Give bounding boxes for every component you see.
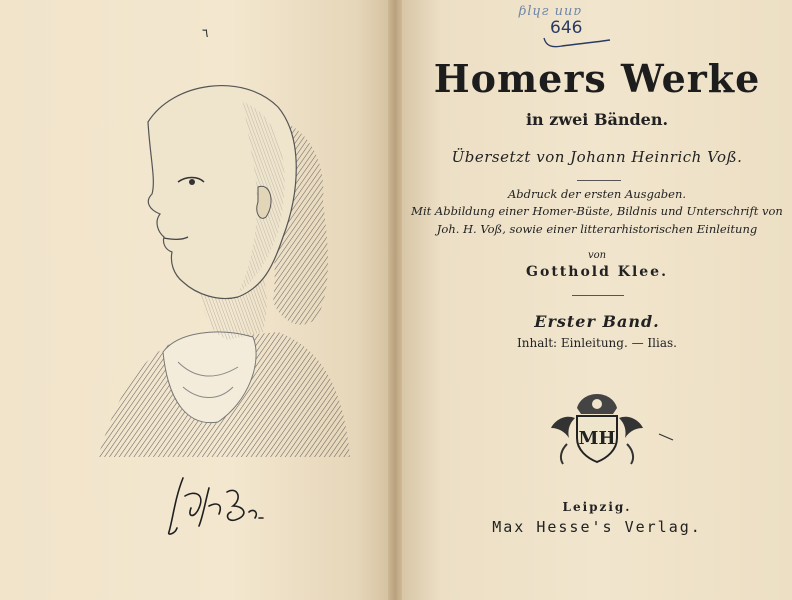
- publisher-name: Max Hesse's Verlag.: [492, 518, 702, 536]
- editor-name: Gotthold Klee.: [526, 264, 668, 280]
- publisher-emblem-icon: [547, 388, 647, 466]
- stray-mark: [658, 432, 674, 442]
- publisher-city: Leipzig.: [562, 500, 632, 514]
- von-label: von: [587, 250, 607, 261]
- info-line: Abdruck der ersten Ausgaben.: [507, 187, 687, 201]
- page-mark: ٦: [202, 26, 209, 40]
- right-page: [402, 0, 792, 600]
- divider-rule: [572, 295, 624, 296]
- portrait-engraving: [78, 62, 358, 462]
- pen-underline: [542, 36, 612, 50]
- book-gutter: [388, 0, 402, 600]
- library-stamp: ƥlɥƨ uuɐ: [518, 4, 583, 19]
- svg-text:MH: MH: [578, 428, 616, 449]
- inventory-number: 646: [550, 18, 583, 38]
- book-subtitle: in zwei Bänden.: [525, 110, 669, 129]
- volume-label: Erster Band.: [534, 312, 660, 331]
- divider-rule: [577, 180, 621, 181]
- left-page: [0, 0, 388, 600]
- contents-line: Inhalt: Einleitung. — Ilias.: [517, 336, 677, 350]
- signature-scribble: [165, 468, 275, 538]
- info-line: Mit Abbildung einer Homer-Büste, Bildnis und Unterschrift von: [411, 204, 783, 218]
- info-line: Joh. H. Voß, sowie einer litterarhistorischen Einleitung: [436, 222, 758, 236]
- book-title: Homers Werke: [433, 56, 761, 101]
- translator-line: Übersetzt von Johann Heinrich Voß.: [451, 148, 743, 166]
